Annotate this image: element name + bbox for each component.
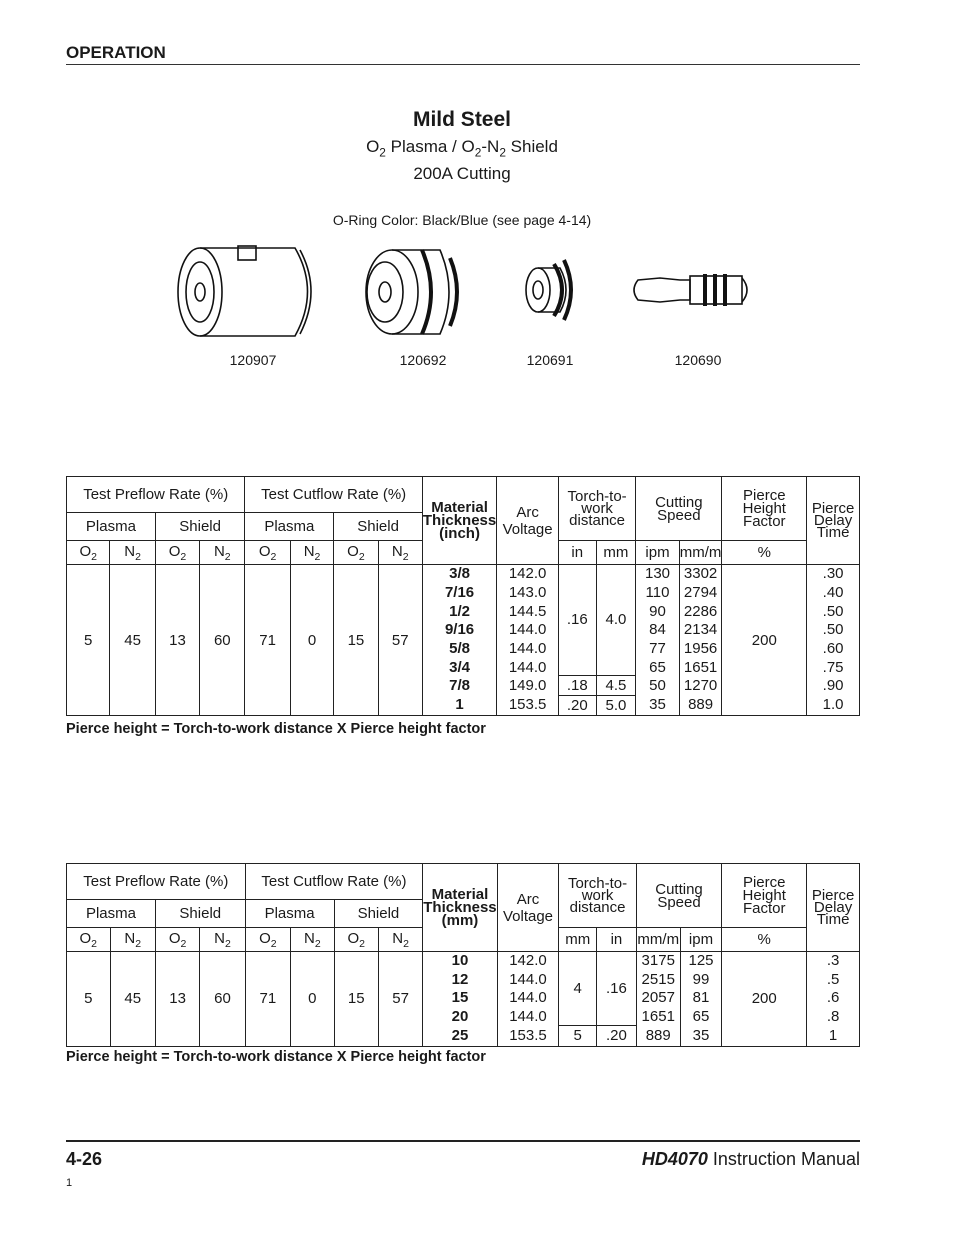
part-number: 120692 bbox=[399, 352, 447, 368]
flow-value: 60 bbox=[200, 565, 245, 716]
flow-value: 45 bbox=[110, 952, 155, 1047]
footer-rule bbox=[66, 1140, 860, 1142]
pierce-delay-time-header: Pierce Delay Time bbox=[807, 864, 860, 952]
ipm-value: 99 bbox=[692, 970, 710, 988]
ttw-mm-value: 4 bbox=[559, 952, 596, 1026]
unit-ipm: ipm bbox=[680, 928, 722, 952]
flow-value: 57 bbox=[378, 952, 422, 1047]
arc-voltage-value: 153.5 bbox=[509, 1026, 547, 1044]
mmm-value: 2794 bbox=[683, 583, 718, 601]
flow-value: 13 bbox=[155, 952, 199, 1047]
gas-o2-header: $O_2$ bbox=[245, 541, 290, 565]
arc-voltage-value: 143.0 bbox=[508, 583, 547, 601]
ipm-value: 130 bbox=[645, 565, 671, 583]
page-number: 4-26 bbox=[66, 1149, 103, 1169]
unit-ipm: ipm bbox=[636, 541, 679, 565]
flow-value: 0 bbox=[291, 952, 334, 1047]
nozzle-retaining-drawing bbox=[366, 250, 457, 334]
gas-n2-header: $N_2$ bbox=[110, 928, 155, 952]
mmm-column bbox=[679, 565, 722, 716]
pdt-value: .8 bbox=[826, 1008, 840, 1026]
thickness-value: 20 bbox=[451, 1008, 469, 1026]
page-title: Mild Steel bbox=[412, 108, 512, 131]
pierce-height-note: Pierce height = Torch-to-work distance X Pierce height factor bbox=[66, 1049, 486, 1065]
pdt-value: .3 bbox=[826, 952, 840, 969]
arc-voltage-header: Arc Voltage bbox=[497, 477, 559, 565]
gas-o2-header: $O_2$ bbox=[155, 928, 199, 952]
thickness-value: 12 bbox=[451, 970, 469, 988]
ipm-value: 77 bbox=[649, 640, 666, 657]
flow-value: 57 bbox=[378, 565, 422, 716]
thickness-value: 15 bbox=[451, 989, 469, 1007]
arc-voltage-value: 153.5 bbox=[508, 696, 547, 714]
gas-n2-header: $N_2$ bbox=[110, 541, 155, 565]
ttw-mm-value: 5.0 bbox=[605, 697, 627, 714]
pdt-value: .30 bbox=[822, 565, 844, 583]
ttw-in-column bbox=[558, 565, 596, 716]
ipm-value: 90 bbox=[649, 602, 666, 620]
plasma-header: Plasma bbox=[67, 900, 156, 928]
pdt-value: .6 bbox=[826, 989, 840, 1007]
mmm-value: 1651 bbox=[683, 658, 718, 676]
flow-value: 45 bbox=[110, 565, 155, 716]
ttw-in-value: .16 bbox=[597, 952, 636, 1026]
flow-value: 60 bbox=[200, 952, 245, 1047]
nozzle-drawing bbox=[526, 260, 571, 320]
arc-voltage-value: 144.0 bbox=[509, 989, 547, 1007]
thickness-value: 3/8 bbox=[449, 565, 470, 583]
material-thickness-header: Material Thickness (inch) bbox=[422, 477, 496, 565]
ipm-value: 65 bbox=[649, 658, 666, 676]
thickness-value: 1/2 bbox=[449, 602, 470, 620]
section-title: OPERATION bbox=[66, 43, 166, 62]
unit-mmm: mm/m bbox=[636, 928, 680, 952]
gas-o2-header: $O_2$ bbox=[334, 928, 378, 952]
pdt-value: .90 bbox=[822, 677, 844, 695]
arc-voltage-value: 144.0 bbox=[508, 640, 547, 657]
gas-n2-header: $N_2$ bbox=[378, 928, 422, 952]
thickness-value: 10 bbox=[451, 952, 469, 969]
mmm-value: 2286 bbox=[683, 602, 718, 620]
arc-voltage-value: 144.0 bbox=[509, 970, 547, 988]
material-thickness-header: Material Thickness (mm) bbox=[423, 864, 497, 952]
gas-n2-header: $N_2$ bbox=[290, 541, 333, 565]
ipm-value: 110 bbox=[645, 583, 670, 601]
ipm-value: 65 bbox=[692, 1008, 710, 1026]
mmm-value: 3302 bbox=[683, 565, 718, 583]
consumables-illustration bbox=[160, 236, 780, 346]
gas-n2-header: $N_2$ bbox=[200, 541, 245, 565]
thickness-value: 9/16 bbox=[444, 621, 475, 639]
mmm-value: 889 bbox=[645, 1026, 671, 1044]
cut-chart-inch bbox=[66, 476, 860, 716]
pdt-value: .5 bbox=[826, 970, 840, 988]
part-number: 120691 bbox=[526, 352, 574, 368]
mmm-value: 889 bbox=[688, 696, 714, 714]
preflow-header: Test Preflow Rate (%) bbox=[67, 477, 245, 513]
ttw-in-value: .16 bbox=[559, 565, 596, 676]
flow-value: 13 bbox=[155, 565, 199, 716]
thickness-value: 7/16 bbox=[444, 583, 475, 601]
pierce-height-factor-value: 200 bbox=[722, 952, 807, 1047]
cut-chart-metric bbox=[66, 863, 860, 1047]
ttw-mm-column bbox=[559, 952, 597, 1047]
page-subtitle: $O_2$ Plasma / $O_2-N_2$ Shield bbox=[366, 137, 558, 160]
gas-o2-header: $O_2$ bbox=[155, 541, 199, 565]
pdt-value: .60 bbox=[822, 640, 844, 657]
unit-percent: % bbox=[722, 541, 807, 565]
shield-header: Shield bbox=[155, 513, 245, 541]
flow-value: 15 bbox=[334, 565, 378, 716]
flow-value: 0 bbox=[290, 565, 333, 716]
gas-o2-header: $O_2$ bbox=[67, 928, 111, 952]
mmm-value: 2057 bbox=[641, 989, 675, 1007]
preflow-header: Test Preflow Rate (%) bbox=[67, 864, 246, 900]
thickness-value: 25 bbox=[451, 1026, 469, 1044]
thickness-value: 5/8 bbox=[449, 640, 470, 657]
ipm-value: 35 bbox=[692, 1026, 710, 1044]
unit-mm: mm bbox=[596, 541, 636, 565]
ttw-in-value: .20 bbox=[606, 1027, 627, 1044]
pdt-column bbox=[807, 565, 860, 716]
unit-in: in bbox=[558, 541, 596, 565]
arc-voltage-column bbox=[497, 952, 559, 1047]
ipm-value: 84 bbox=[649, 621, 666, 639]
oring-note: O-Ring Color: Black/Blue (see page 4-14) bbox=[332, 212, 592, 228]
shield-cap-drawing bbox=[178, 246, 311, 336]
ipm-value: 35 bbox=[649, 696, 666, 714]
plasma-header: Plasma bbox=[67, 513, 156, 541]
arc-voltage-value: 142.0 bbox=[509, 952, 547, 969]
shield-header: Shield bbox=[155, 900, 245, 928]
cutting-speed-header: Cutting Speed bbox=[636, 864, 722, 928]
flow-value: 5 bbox=[67, 565, 110, 716]
arc-voltage-value: 144.0 bbox=[509, 1008, 547, 1026]
unit-mmm: mm/m bbox=[679, 541, 722, 565]
pdt-value: .50 bbox=[822, 602, 844, 620]
arc-voltage-value: 149.0 bbox=[508, 677, 547, 695]
arc-voltage-value: 142.0 bbox=[508, 565, 547, 583]
ipm-value: 81 bbox=[692, 989, 710, 1007]
page-subtitle-current: 200A Cutting bbox=[413, 164, 511, 183]
thickness-column bbox=[423, 952, 497, 1047]
ipm-column bbox=[636, 565, 679, 716]
mmm-value: 2515 bbox=[641, 970, 675, 988]
pdt-value: .40 bbox=[822, 583, 844, 601]
mmm-value: 2134 bbox=[683, 621, 718, 639]
ttw-mm-value: 4.5 bbox=[597, 676, 636, 696]
mmm-column bbox=[636, 952, 680, 1047]
mmm-value: 1270 bbox=[683, 677, 718, 695]
plasma-header: Plasma bbox=[245, 513, 334, 541]
gas-o2-header: $O_2$ bbox=[67, 541, 110, 565]
header-rule bbox=[66, 64, 860, 65]
gas-o2-header: $O_2$ bbox=[245, 928, 290, 952]
unit-mm: mm bbox=[559, 928, 597, 952]
shield-header: Shield bbox=[334, 900, 423, 928]
pierce-height-factor-header: Pierce Height Factor bbox=[722, 477, 807, 541]
pdt-value: .50 bbox=[822, 621, 844, 639]
arc-voltage-header: Arc Voltage bbox=[497, 864, 559, 952]
arc-voltage-value: 144.5 bbox=[508, 602, 547, 620]
gas-n2-header: $N_2$ bbox=[200, 928, 245, 952]
gas-n2-header: $N_2$ bbox=[291, 928, 334, 952]
ttw-mm-column bbox=[596, 565, 636, 716]
arc-voltage-value: 144.0 bbox=[508, 621, 547, 639]
pierce-height-note: Pierce height = Torch-to-work distance X Pierce height factor bbox=[66, 721, 486, 737]
arc-voltage-value: 144.0 bbox=[508, 658, 547, 676]
ttw-mm-value: 5 bbox=[573, 1027, 582, 1044]
pdt-value: 1 bbox=[828, 1026, 838, 1044]
flow-value: 71 bbox=[245, 565, 290, 716]
torch-to-work-header: Torch-to- work distance bbox=[559, 864, 636, 928]
thickness-value: 1 bbox=[455, 696, 464, 714]
pdt-value: .75 bbox=[822, 658, 844, 676]
part-number: 120907 bbox=[229, 352, 277, 368]
flow-value: 71 bbox=[245, 952, 290, 1047]
flow-value: 15 bbox=[334, 952, 378, 1047]
cutting-speed-header: Cutting Speed bbox=[636, 477, 722, 541]
ipm-column bbox=[680, 952, 722, 1047]
pdt-value: 1.0 bbox=[822, 696, 844, 714]
pdt-column bbox=[807, 952, 860, 1047]
arc-voltage-column bbox=[497, 565, 559, 716]
ttw-in-column bbox=[597, 952, 637, 1047]
part-number: 120690 bbox=[674, 352, 722, 368]
ttw-in-value: .18 bbox=[559, 676, 596, 696]
ipm-value: 125 bbox=[688, 952, 714, 969]
product-model: HD4070 bbox=[641, 1149, 708, 1169]
pierce-height-factor-value: 200 bbox=[722, 565, 807, 716]
pierce-delay-time-header: Pierce Delay Time bbox=[807, 477, 860, 565]
mmm-value: 1956 bbox=[683, 640, 718, 657]
pierce-height-factor-header: Pierce Height Factor bbox=[722, 864, 807, 928]
cutflow-header: Test Cutflow Rate (%) bbox=[245, 477, 422, 513]
thickness-column bbox=[422, 565, 496, 716]
plasma-header: Plasma bbox=[245, 900, 334, 928]
flow-value: 5 bbox=[67, 952, 111, 1047]
mmm-value: 1651 bbox=[641, 1008, 675, 1026]
torch-to-work-header: Torch-to- work distance bbox=[558, 477, 635, 541]
electrode-drawing bbox=[634, 274, 747, 306]
unit-in: in bbox=[597, 928, 637, 952]
ttw-in-value: .20 bbox=[566, 697, 588, 714]
thickness-value: 7/8 bbox=[449, 677, 470, 695]
manual-title: HD4070 Instruction Manual bbox=[641, 1149, 860, 1169]
unit-percent: % bbox=[722, 928, 807, 952]
ipm-value: 50 bbox=[649, 677, 666, 695]
revision-number: 1 bbox=[66, 1177, 73, 1189]
ttw-mm-value: 4.0 bbox=[597, 565, 636, 676]
cutflow-header: Test Cutflow Rate (%) bbox=[245, 864, 423, 900]
shield-header: Shield bbox=[334, 513, 423, 541]
mmm-value: 3175 bbox=[641, 952, 675, 969]
gas-o2-header: $O_2$ bbox=[334, 541, 378, 565]
gas-n2-header: $N_2$ bbox=[378, 541, 422, 565]
thickness-value: 3/4 bbox=[449, 658, 470, 676]
